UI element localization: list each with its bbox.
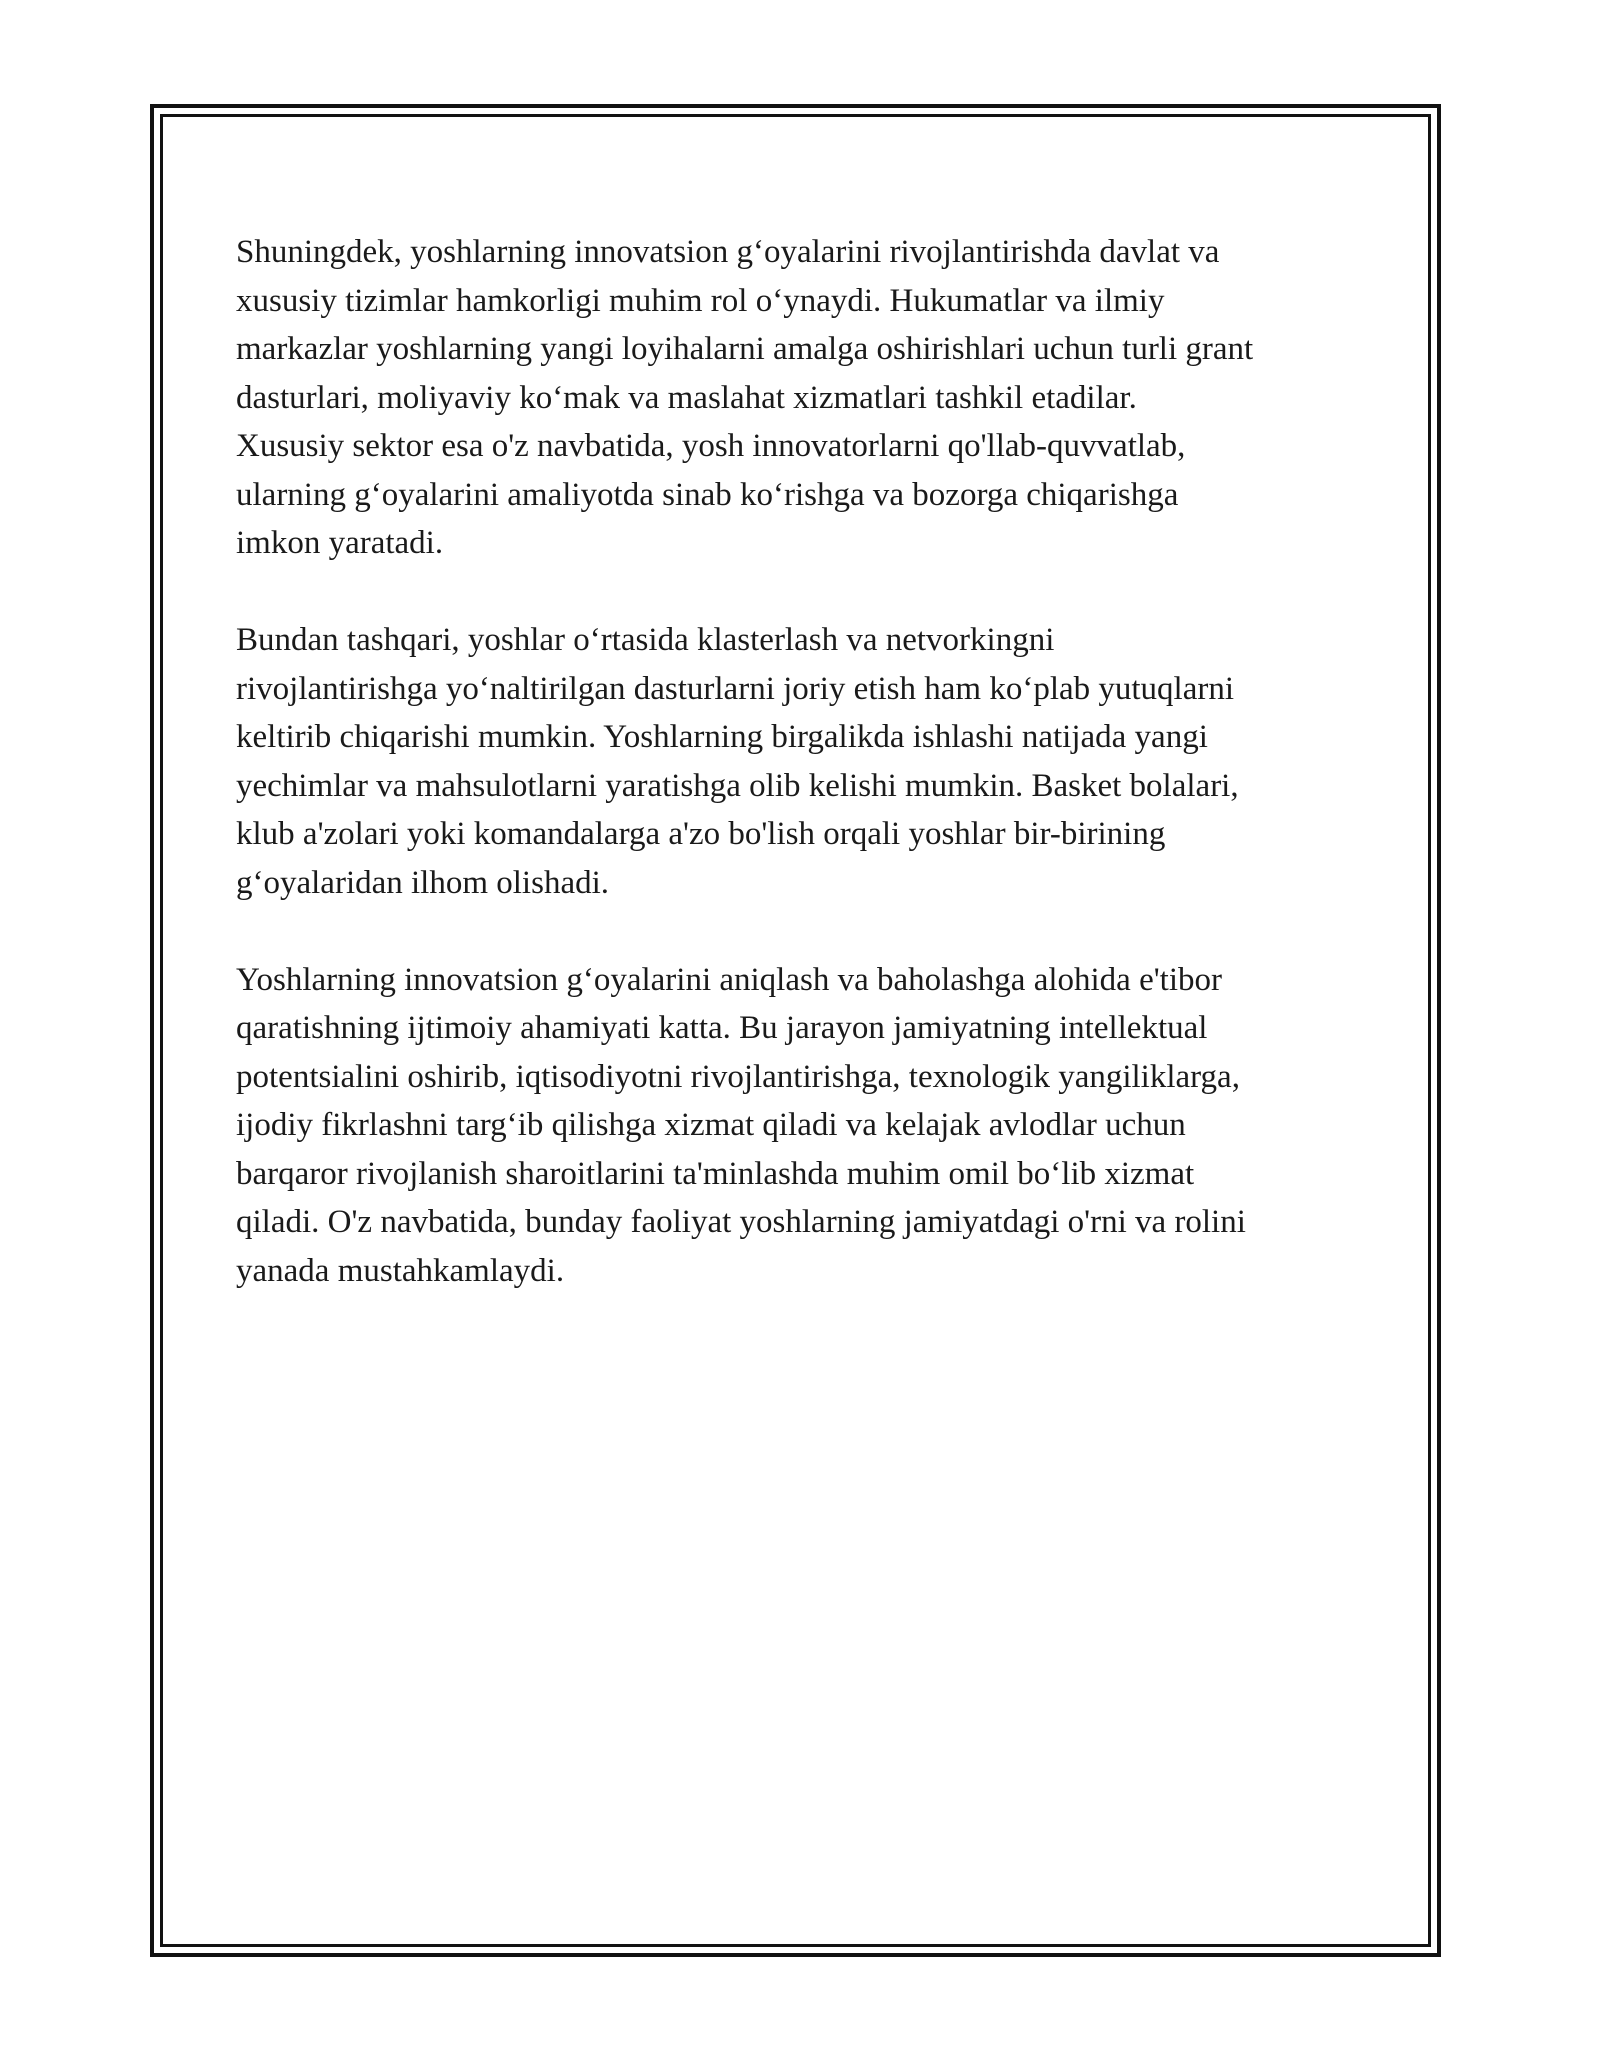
text-line: Yoshlarning innovatsion g‘oyalarini aniqlash va baholashga alohida e'tibor — [236, 961, 1222, 998]
text-line: markazlar yoshlarning yangi loyihalarni amalga oshirishlari uchun turli grant — [236, 331, 1254, 367]
text-line: barqaror rivojlanish sharoitlarini ta'minlashda muhim omil bo‘lib xizmat — [236, 1155, 1195, 1192]
paragraph-3 — [236, 956, 1376, 1296]
text-line: xususiy tizimlar hamkorligi muhim rol o‘ynaydi. Hukumatlar va ilmiy — [236, 282, 1165, 319]
document-body — [236, 228, 1376, 1344]
text-line: yanada mustahkamlaydi. — [236, 1252, 565, 1289]
text-line: keltirib chiqarishi mumkin. Yoshlarning birgalikda ishlashi natijada yangi — [236, 719, 1208, 755]
text-line: g‘oyalaridan ilhom olishadi. — [236, 864, 610, 901]
text-line: Bundan tashqari, yoshlar o‘rtasida klasterlash va netvorkingni — [236, 622, 1055, 658]
text-line: klub a'zolari yoki komandalarga a'zo bo'lish orqali yoshlar bir-birining — [236, 816, 1166, 852]
text-line: ularning g‘oyalarini amaliyotda sinab ko‘rishga va bozorga chiqarishga — [236, 476, 1179, 513]
text-line: qiladi. O'z navbatida, bunday faoliyat yoshlarning jamiyatdagi o'rni va rolini — [236, 1204, 1246, 1240]
text-line: ijodiy fikrlashni targ‘ib qilishga xizmat qiladi va kelajak avlodlar uchun — [236, 1107, 1186, 1143]
text-line: imkon yaratadi. — [236, 525, 444, 561]
text-line: Shuningdek, yoshlarning innovatsion g‘oyalarini rivojlantirishda davlat va — [236, 234, 1220, 270]
text-line: potentsialini oshirib, iqtisodiyotni rivojlantirishga, texnologik yangiliklarga, — [236, 1058, 1240, 1095]
text-line: dasturlari, moliyaviy ko‘mak va maslahat xizmatlari tashkil etadilar. — [236, 379, 1137, 416]
text-line: qaratishning ijtimoiy ahamiyati katta. Bu jarayon jamiyatning intellektual — [236, 1010, 1208, 1046]
paragraph-2 — [236, 616, 1376, 907]
paragraph-1 — [236, 228, 1376, 568]
text-line: yechimlar va mahsulotlarni yaratishga olib kelishi mumkin. Basket bolalari, — [236, 767, 1239, 804]
text-line: rivojlantirishga yo‘naltirilgan dasturlarni joriy etish ham ko‘plab yutuqlarni — [236, 670, 1235, 707]
text-line: Xususiy sektor esa o'z navbatida, yosh innovatorlarni qo'llab-quvvatlab, — [236, 428, 1186, 464]
